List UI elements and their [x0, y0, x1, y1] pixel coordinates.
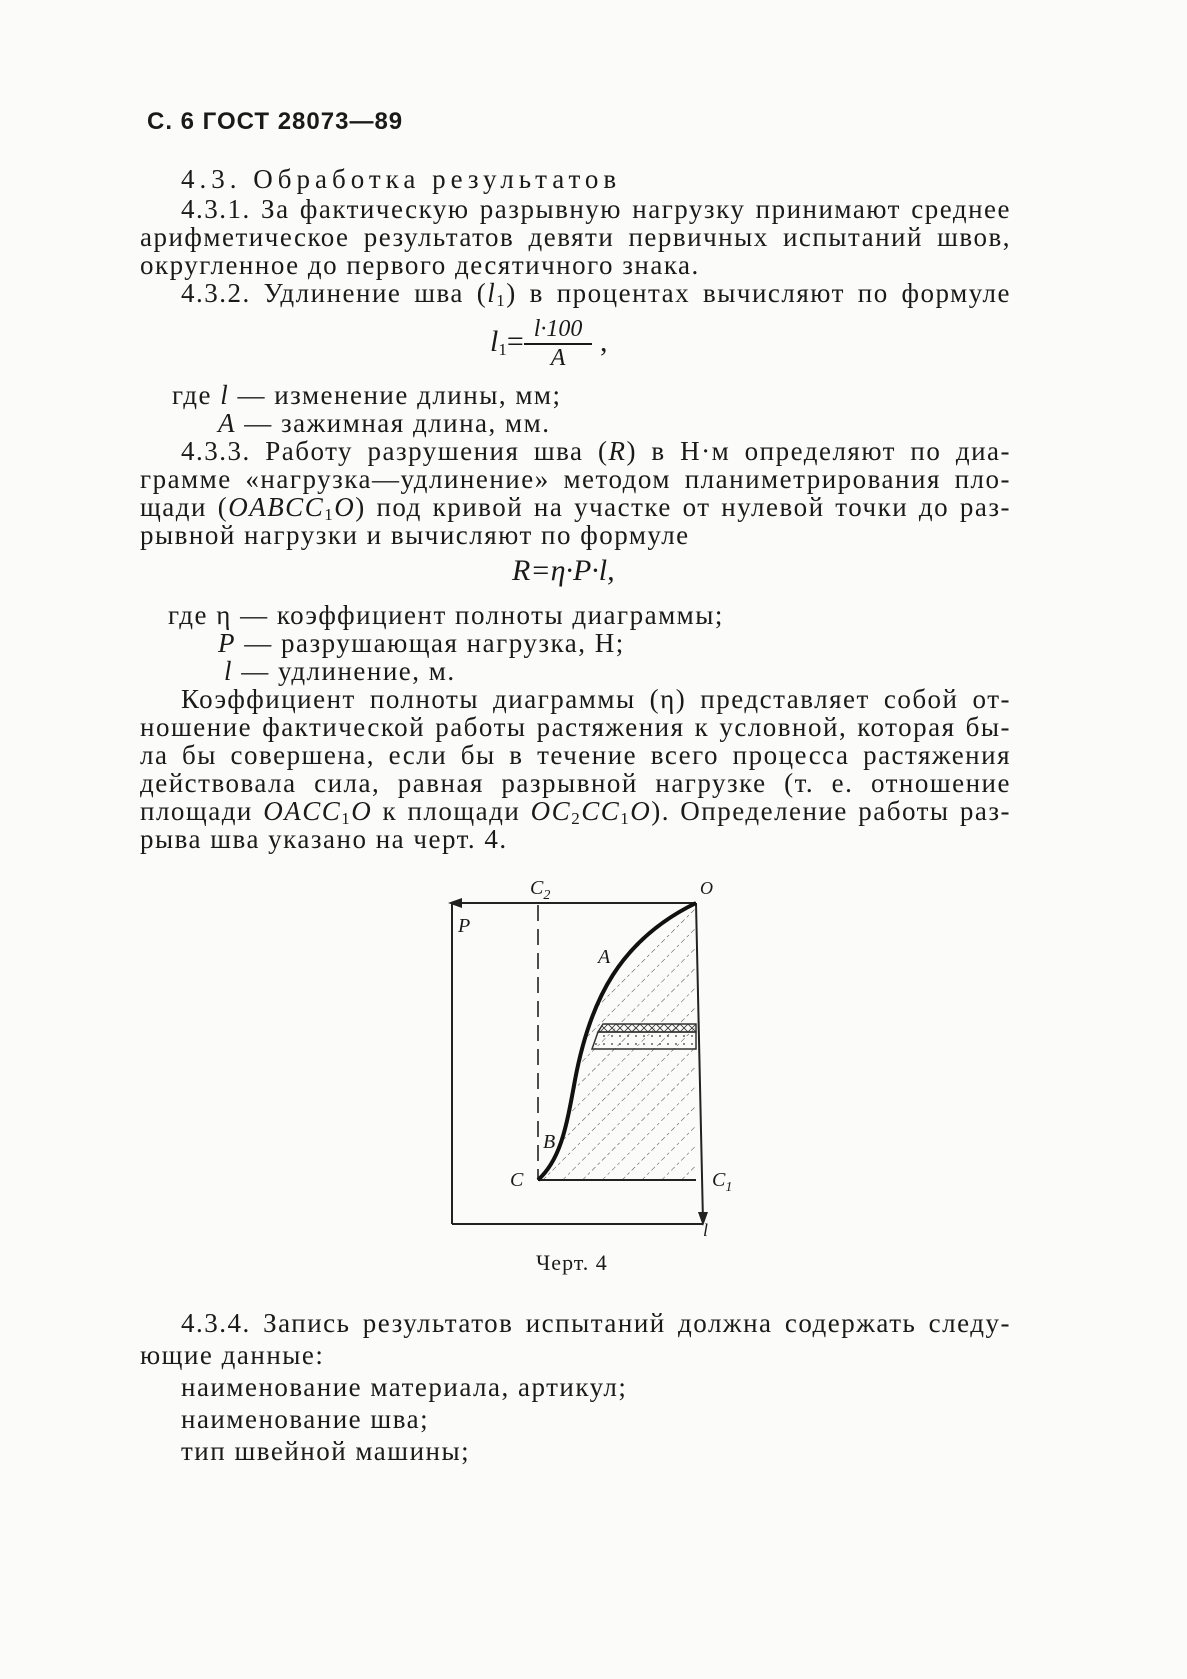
where1-line1: где l — изменение длины, мм;	[172, 380, 562, 410]
figure-caption: Черт. 4	[536, 1250, 608, 1275]
p431-line2: арифметическое результатов девяти первичных испытаний швов,	[140, 222, 1011, 252]
coef-line4: действовала сила, равная разрывной нагрузке (т. е. отношение	[140, 768, 1011, 798]
label-p: P	[458, 915, 471, 937]
p434-item2: наименование шва;	[181, 1404, 430, 1434]
formula-elongation: $l_1=$ $\frac{l\cdot 100}{A}$ ,	[490, 316, 608, 371]
p434-line1: 4.3.4. Запись результатов испытаний должна содержать следу-	[181, 1308, 1011, 1338]
p433-line3: щади $(OABCC_1O)$ под кривой на участке от нулевой точки до раз-	[140, 492, 1012, 524]
label-b: B	[543, 1131, 556, 1153]
p434-line2: ющие данные:	[140, 1340, 325, 1370]
p433-line2: грамме «нагрузка—удлинение» методом планиметрирования пло-	[140, 464, 1011, 494]
p432-line1: 4.3.2. Удлинение шва $(l_1)$ в процентах вычисляют по формуле	[181, 278, 1012, 310]
section-title: 4.3. Обработка результатов	[181, 164, 622, 194]
coef-line2: ношение фактической работы растяжения к условной, которая бы-	[140, 712, 1011, 742]
coef-line1: Коэффициент полноты диаграммы (η) представляет собой от-	[181, 684, 1011, 714]
p434-item3: тип швейной машины;	[181, 1436, 471, 1466]
fraction: $\frac{l\cdot 100}{A}$	[524, 316, 593, 372]
label-c1: $C_1$	[712, 1169, 733, 1195]
where1-line2: A — зажимная длина, мм.	[218, 408, 551, 438]
label-c2: $C_2$	[530, 877, 551, 903]
label-l: l	[703, 1220, 709, 1238]
label-a: A	[598, 946, 611, 968]
p-arrow	[448, 898, 462, 908]
axis-right	[696, 903, 703, 1222]
formula-work: R=η·P·l,	[512, 554, 615, 587]
dotted-band	[592, 1032, 696, 1049]
p431-line1: 4.3.1. За фактическую разрывную нагрузку принимают среднее	[181, 194, 1011, 224]
where2-line3: l — удлинение, м.	[224, 656, 456, 686]
p433-line4: рывной нагрузки и вычисляют по формуле	[140, 520, 690, 550]
label-c: C	[510, 1169, 524, 1191]
p434-item1: наименование материала, артикул;	[181, 1372, 628, 1402]
coef-line3: ла бы совершена, если бы в течение всего процесса растяжения	[140, 740, 1011, 770]
label-o: O	[700, 878, 713, 898]
coef-line5: площади $OACC_1O$ к площади $OC_2CC_1O$). Определение работы раз-	[140, 796, 1011, 828]
where2-line1: где η — коэффициент полноты диаграммы;	[168, 600, 724, 630]
where2-line2: P — разрушающая нагрузка, Н;	[218, 628, 625, 658]
coef-line6: рыва шва указано на черт. 4.	[140, 824, 508, 854]
p433-line1: 4.3.3. Работу разрушения шва (R) в Н·м определяют по диа-	[181, 436, 1012, 466]
cross-hatch-band	[598, 1024, 696, 1032]
figure-load-elongation	[430, 868, 750, 1238]
p431-line3: округленное до первого десятичного знака.	[140, 250, 700, 280]
page-header: С. 6 ГОСТ 28073—89	[147, 108, 404, 135]
